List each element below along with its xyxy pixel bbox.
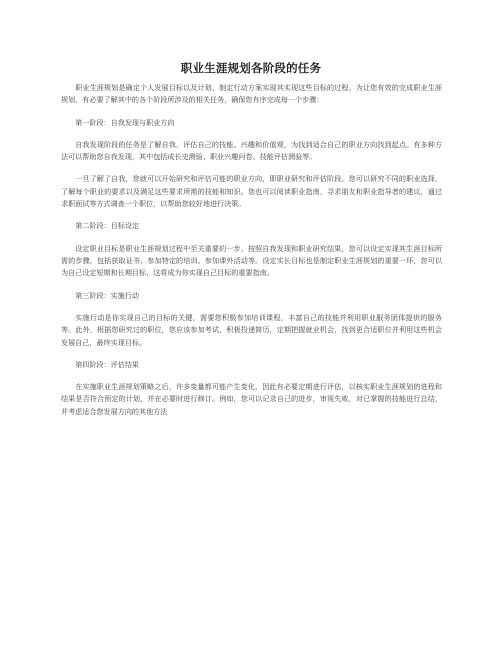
section-1-paragraph-2: 一旦了解了自我，您就可以开始研究和评估可能的职业方向，即职业研究和评估阶段。您可以研究不同的职业选择，了解每个职业的要求以及满足这些要求所需的技能和知识。您也可以阅读职业指南，寻求朋友和职业指导者的建议，通过求职面试等方式调查一个职位，以帮助您较好地进行决策。 — [61, 174, 442, 209]
intro-paragraph: 职业生涯规划是确定个人发展目标以及计划、制定行动方案实现其实现这些目标的过程。为让您有效的完成职业生涯规划，有必要了解其中的各个阶段所涉及的相关任务，确保您有序完成每一个步骤： — [61, 83, 442, 105]
section-4-heading: 第四阶段：评估结果 — [75, 359, 140, 369]
section-4-paragraph-1: 在实施职业生涯规划策略之后，许多变量都可能产生变化，因此有必要定期进行评估，以核实职业生涯规划的进程和结果是否符合预定的计划，并在必要时进行修订。例如，您可以记录自己的进步，审视失败，对已掌握的技能进行总结，并考虑适合您发展方向的其他方法 — [61, 382, 442, 416]
section-1-heading: 第一阶段：自我发现与职业方向 — [75, 117, 175, 127]
section-1-paragraph-1: 自我发现阶段的任务是了解自我，评估自己的技能、兴趣和价值观，为找到适合自己的职业方向找到起点。有多种方法可以帮助您自我发现，其中包括成长史测验、职业兴趣问卷、技能评估测验等。 — [61, 139, 442, 162]
section-2-paragraph-1: 设定职业目标是职业生涯规划过程中至关重要的一步。按照自我发现和职业研究结果，您可以设定实现其生涯目标所需的步骤，包括获取证书、参加特定的培训、参加课外活动等。设定实长目标也是制定职业生涯规划的重要一环，您可以为自己设定短期和长期目标，这将成为你实现自己目标的重要指南。 — [61, 243, 442, 278]
section-2-heading: 第二阶段：目标设定 — [75, 221, 140, 231]
document-body — [61, 82, 442, 418]
section-3-heading: 第三阶段：实施行动 — [75, 290, 140, 300]
document-title: 职业生涯规划各阶段的任务 — [180, 61, 322, 75]
section-3-paragraph-1: 实施行动是你实现自己的目标的关键，需要您积极参加培训课程，丰富自己的技能并利用职业服务团体提供的服务等。此外，根据您研究过的职位，您应该参加考试，积极投递简历，定期把握就业机会，找到更合适职位并利用这些机会发展自己，最终实现目标。 — [61, 312, 442, 347]
